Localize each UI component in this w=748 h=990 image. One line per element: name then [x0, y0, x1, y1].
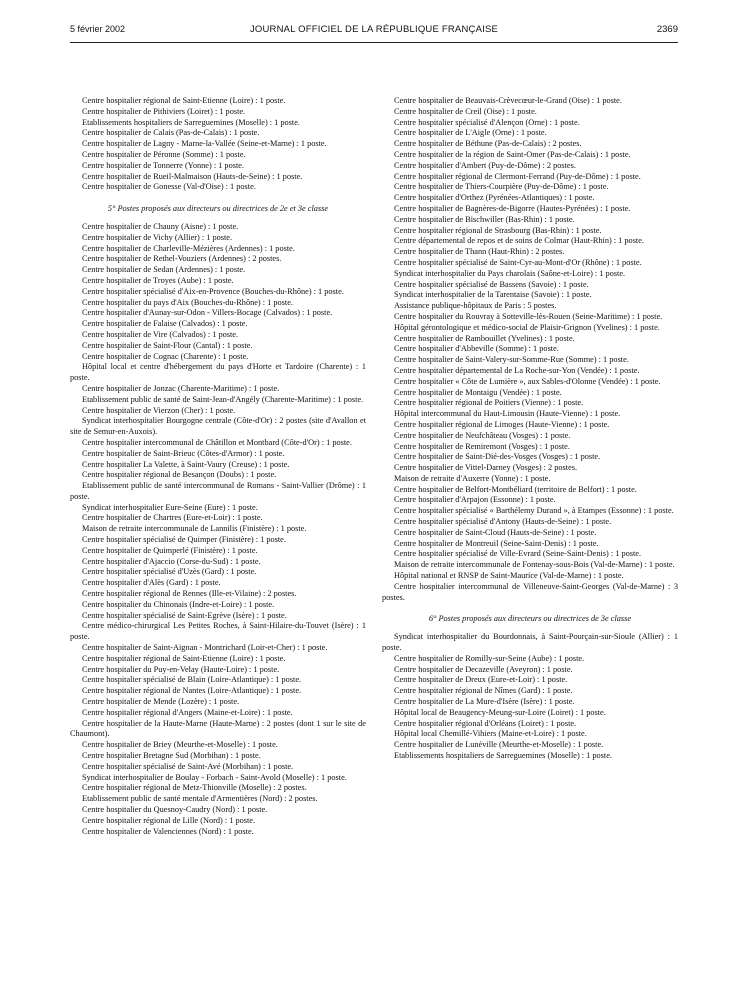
- list-item: Syndicat interhospitalier de la Tarentaise (Savoie) : 1 poste.: [394, 290, 592, 300]
- list-item: Centre hospitalier intercommunal de Villeneuve-Saint-Georges (Val-de-Marne) : 3 postes.: [382, 581, 678, 602]
- list-item: Centre hospitalier de Pithiviers (Loiret) : 1 poste.: [82, 106, 246, 116]
- list-item: Centre hospitalier de Vire (Calvados) : 1 poste.: [82, 329, 239, 339]
- list-item: Etablissement public de santé de Saint-Jean-d'Angély (Charente-Maritime) : 1 poste.: [82, 394, 364, 404]
- list-item: Centre hospitalier de la région de Saint-Omer (Pas-de-Calais) : 1 poste.: [394, 149, 631, 159]
- list-item: Centre hospitalier de Rambouillet (Yvelines) : 1 poste.: [394, 333, 575, 343]
- list-item: Centre hospitalier de Bagnères-de-Bigorre (Hautes-Pyrénées) : 1 poste.: [394, 203, 631, 213]
- list-item: Centre hospitalier spécialisé d'Alençon (Orne) : 1 poste.: [394, 117, 580, 127]
- list-item: Syndicat interhospitalier Bourgogne centrale (Côte-d'Or) : 2 postes (site d'Avallon et site de Semur-en-Auxois).: [70, 416, 366, 437]
- list-item: Centre hospitalier de Vittel-Darney (Vosges) : 2 postes.: [394, 463, 578, 473]
- list-item: Centre hospitalier de Vierzon (Cher) : 1 poste.: [82, 405, 236, 415]
- list-item: Centre médico-chirurgical Les Petites Roches, à Saint-Hilaire-du-Touvet (Isère) : 1 poste.: [70, 621, 366, 642]
- list-item: Centre hospitalier de Charleville-Mézières (Ardennes) : 1 poste.: [82, 243, 295, 253]
- list-item: Etablissements hospitaliers de Sarreguemines (Moselle) : 1 poste.: [82, 117, 300, 127]
- list-item: Centre hospitalier spécialisé d'Antony (Hauts-de-Seine) : 1 poste.: [394, 517, 612, 527]
- list-item: Centre hospitalier régional de Nantes (Loire-Atlantique) : 1 poste.: [82, 686, 302, 696]
- list-item: Syndicat interhospitalier du Bourdonnais, à Saint-Pourçain-sur-Sioule (Allier) : 1 poste.: [382, 632, 678, 653]
- list-item: Hôpital national et RNSP de Saint-Maurice (Val-de-Marne) : 1 poste.: [394, 571, 624, 581]
- list-item: Centre hospitalier de Remiremont (Vosges) : 1 poste.: [394, 441, 570, 451]
- list-item: Centre hospitalier de la Haute-Marne (Haute-Marne) : 2 postes (dont 1 sur le site de Chaumont).: [70, 718, 366, 739]
- list-item: Centre hospitalier régional de Besançon (Doubs) : 1 poste.: [82, 470, 277, 480]
- list-item: Centre hospitalier de Mende (Lozère) : 1 poste.: [82, 697, 240, 707]
- list-item: Centre hospitalier de Péronne (Somme) : 1 poste.: [82, 149, 246, 159]
- list-item: Centre hospitalier du Rouvray à Sotteville-lès-Rouen (Seine-Maritime) : 1 poste.: [394, 311, 663, 321]
- list-item: Centre départemental de repos et de soins de Colmar (Haut-Rhin) : 1 poste.: [394, 236, 644, 246]
- list-item: Centre hospitalier d'Ajaccio (Corse-du-Sud) : 1 poste.: [82, 556, 261, 566]
- list-item: Centre hospitalier spécialisé de Saint-Cyr-au-Mont-d'Or (Rhône) : 1 poste.: [394, 257, 642, 267]
- list-item: Centre hospitalier régional de Saint-Etienne (Loire) : 1 poste.: [82, 96, 286, 105]
- list-item: Centre hospitalier spécialisé de Ville-Evrard (Seine-Saint-Denis) : 1 poste.: [394, 549, 642, 559]
- list-item: Centre hospitalier de Creil (Oise) : 1 poste.: [394, 106, 537, 116]
- list-item: Centre hospitalier du Puy-en-Velay (Haute-Loire) : 1 poste.: [82, 664, 280, 674]
- header-rule: [70, 42, 678, 43]
- list-item: Centre hospitalier régional de Metz-Thionville (Moselle) : 2 postes.: [82, 783, 307, 793]
- list-item: Maison de retraite intercommunale de Fontenay-sous-Bois (Val-de-Marne) : 1 poste.: [394, 560, 675, 570]
- list-item: Centre hospitalier régional de Lille (Nord) : 1 poste.: [82, 815, 256, 825]
- list-item: Centre hospitalier régional de Strasbourg (Bas-Rhin) : 1 poste.: [394, 225, 602, 235]
- header-page-number: 2369: [656, 24, 678, 35]
- list-item: Centre hospitalier spécialisé de Bassens (Savoie) : 1 poste.: [394, 279, 589, 289]
- left-column: [70, 96, 366, 837]
- list-item: Centre hospitalier régional de Rennes (Ille-et-Vilaine) : 2 postes.: [82, 589, 297, 599]
- list-item: Centre hospitalier de Calais (Pas-de-Calais) : 1 poste.: [82, 128, 260, 138]
- list-item: Centre hospitalier de Rueil-Malmaison (Hauts-de-Seine) : 1 poste.: [82, 171, 303, 181]
- list-item: Centre hospitalier de Chartres (Eure-et-Loir) : 1 poste.: [82, 513, 263, 523]
- list-item: Centre hospitalier de Neufchâteau (Vosges) : 1 poste.: [394, 430, 571, 440]
- list-item: Centre hospitalier d'Abbeville (Somme) : 1 poste.: [394, 344, 559, 354]
- list-item: Maison de retraite intercommunale de Lannilis (Finistère) : 1 poste.: [82, 524, 307, 534]
- list-item: Hôpital local et centre d'hébergement du pays d'Horte et Tardoire (Charente) : 1 poste.: [70, 362, 366, 383]
- list-item: Centre hospitalier de Vichy (Allier) : 1 poste.: [82, 232, 233, 242]
- list-item: Centre hospitalier intercommunal de Châtillon et Montbard (Côte-d'Or) : 1 poste.: [82, 437, 352, 447]
- list-item: Centre hospitalier d'Alès (Gard) : 1 poste.: [82, 578, 221, 588]
- list-item: Centre hospitalier régional de Saint-Etienne (Loire) : 1 poste.: [82, 653, 286, 663]
- list-item: Etablissement public de santé mentale d'Armentières (Nord) : 2 postes.: [82, 794, 318, 804]
- list-item: Centre hospitalier de La Mure-d'Isère (Isère) : 1 poste.: [394, 697, 575, 707]
- list-item: Centre hospitalier départemental de La Roche-sur-Yon (Vendée) : 1 poste.: [394, 365, 640, 375]
- list-item: Centre hospitalier de Saint-Brieuc (Côtes-d'Armor) : 1 poste.: [82, 448, 285, 458]
- list-item: Hôpital local de Beaugency-Meung-sur-Loire (Loiret) : 1 poste.: [394, 707, 606, 717]
- right-column: [382, 96, 678, 762]
- list-item: Centre hospitalier de Belfort-Montbéliard (territoire de Belfort) : 1 poste.: [394, 484, 637, 494]
- list-item: Etablissement public de santé intercommunal de Romans - Saint-Vallier (Drôme) : 1 poste.: [70, 481, 366, 501]
- list-item: Centre hospitalier de Falaise (Calvados) : 1 poste.: [82, 319, 248, 329]
- list-item: Centre hospitalier de Tonnerre (Yonne) : 1 poste.: [82, 160, 245, 170]
- list-item: Centre hospitalier de Saint-Dié-des-Vosges (Vosges) : 1 poste.: [394, 452, 601, 462]
- list-item: Centre hospitalier de Saint-Aignan - Montrichard (Loir-et-Cher) : 1 poste.: [82, 643, 328, 653]
- list-item: Centre hospitalier de Bischwiller (Bas-Rhin) : 1 poste.: [394, 214, 575, 224]
- list-item: Centre hospitalier de Romilly-sur-Seine (Aube) : 1 poste.: [394, 653, 585, 663]
- list-item: Centre hospitalier de Sedan (Ardennes) : 1 poste.: [82, 265, 246, 275]
- list-item: Centre hospitalier de Thiers-Courpière (Puy-de-Dôme) : 1 poste.: [394, 182, 609, 192]
- list-item: Centre hospitalier de Dreux (Eure-et-Loir) : 1 poste.: [394, 675, 568, 685]
- list-item: Centre hospitalier de Lagny - Marne-la-Vallée (Seine-et-Marne) : 1 poste.: [82, 139, 327, 149]
- section-heading: 5° Postes proposés aux directeurs ou directrices de 2e et 3e classe: [107, 204, 329, 214]
- list-item: Assistance publique-hôpitaux de Paris : 5 postes.: [394, 301, 557, 311]
- list-item: Syndicat interhospitalier de Boulay - Forbach - Saint-Avold (Moselle) : 1 poste.: [82, 772, 347, 782]
- section-heading: 6° Postes proposés aux directeurs ou directrices de 3e classe: [428, 614, 632, 624]
- list-item: Centre hospitalier de Saint-Cloud (Hauts-de-Seine) : 1 poste.: [394, 527, 597, 537]
- list-item: Centre hospitalier de Rethel-Vouziers (Ardennes) : 2 postes.: [82, 254, 282, 264]
- list-item: Centre hospitalier du Chinonais (Indre-et-Loire) : 1 poste.: [82, 599, 275, 609]
- list-item: Centre hospitalier spécialisé « Barthélemy Durand », à Etampes (Essonne) : 1 poste.: [394, 506, 674, 516]
- list-item: Centre hospitalier spécialisé de Saint-Avé (Morbihan) : 1 poste.: [82, 761, 294, 771]
- list-item: Centre hospitalier de Valenciennes (Nord) : 1 poste.: [82, 826, 254, 836]
- list-item: Centre hospitalier de Montaigu (Vendée) : 1 poste.: [394, 387, 562, 397]
- list-item: Centre hospitalier spécialisé d'Uzès (Gard) : 1 poste.: [82, 567, 257, 577]
- list-item: Centre hospitalier de Béthune (Pas-de-Calais) : 2 postes.: [394, 139, 582, 149]
- list-item: Centre hospitalier « Côte de Lumière », aux Sables-d'Olonne (Vendée) : 1 poste.: [394, 376, 661, 386]
- list-item: Centre hospitalier de Thann (Haut-Rhin) : 2 postes.: [394, 247, 565, 257]
- list-item: Centre hospitalier régional de Nîmes (Gard) : 1 poste.: [394, 686, 573, 696]
- list-item: Centre hospitalier de Lunéville (Meurthe-et-Moselle) : 1 poste.: [394, 740, 604, 750]
- list-item: Centre hospitalier du Quesnoy-Caudry (Nord) : 1 poste.: [82, 805, 268, 814]
- list-item: Centre hospitalier de Saint-Valery-sur-Somme-Rue (Somme) : 1 poste.: [394, 355, 629, 365]
- list-item: Centre hospitalier régional d'Angers (Maine-et-Loire) : 1 poste.: [82, 707, 293, 717]
- list-item: Centre hospitalier spécialisé d'Aix-en-Provence (Bouches-du-Rhône) : 1 poste.: [82, 286, 344, 296]
- list-item: Hôpital local Chemillé-Vihiers (Maine-et-Loire) : 1 poste.: [394, 729, 587, 739]
- list-item: Centre hospitalier d'Orthez (Pyrénées-Atlantiques) : 1 poste.: [394, 193, 595, 203]
- list-item: Maison de retraite d'Auxerre (Yonne) : 1 poste.: [394, 473, 551, 483]
- list-item: Centre hospitalier de Quimperlé (Finistère) : 1 poste.: [82, 545, 258, 555]
- list-item: Syndicat interhospitalier du Pays charolais (Saône-et-Loire) : 1 poste.: [394, 268, 626, 278]
- list-item: Centre hospitalier de Briey (Meurthe-et-Moselle) : 1 poste.: [82, 740, 278, 750]
- list-item: Hôpital gérontologique et médico-social de Plaisir-Grignon (Yvelines) : 1 poste.: [394, 322, 660, 332]
- list-item: Centre hospitalier du pays d'Aix (Bouches-du-Rhône) : 1 poste.: [82, 297, 293, 307]
- list-item: Etablissements hospitaliers de Sarreguemines (Moselle) : 1 poste.: [394, 751, 612, 761]
- list-item: Centre hospitalier de Beauvais-Crèvecœur-le-Grand (Oise) : 1 poste.: [394, 96, 622, 105]
- list-item: Centre hospitalier régional de Clermont-Ferrand (Puy-de-Dôme) : 1 poste.: [394, 171, 641, 181]
- list-item: Centre hospitalier La Valette, à Saint-Vaury (Creuse) : 1 poste.: [82, 459, 290, 469]
- list-item: Centre hospitalier de Gonesse (Val-d'Oise) : 1 poste.: [82, 182, 256, 192]
- list-item: Centre hospitalier de Jonzac (Charente-Maritime) : 1 poste.: [82, 383, 280, 393]
- list-item: Centre hospitalier Bretagne Sud (Morbihan) : 1 poste.: [82, 751, 261, 761]
- header-title: JOURNAL OFFICIEL DE LA RÉPUBLIQUE FRANÇAISE: [249, 24, 499, 35]
- list-item: Centre hospitalier régional de Poitiers (Vienne) : 1 poste.: [394, 398, 584, 408]
- list-item: Centre hospitalier de Troyes (Aube) : 1 poste.: [82, 275, 234, 285]
- list-item: Centre hospitalier régional d'Orléans (Loiret) : 1 poste.: [394, 718, 577, 728]
- list-item: Centre hospitalier de Cognac (Charente) : 1 poste.: [82, 351, 249, 361]
- list-item: Centre hospitalier d'Aunay-sur-Odon - Villers-Bocage (Calvados) : 1 poste.: [82, 308, 333, 318]
- list-item: Centre hospitalier de Saint-Flour (Cantal) : 1 poste.: [82, 340, 253, 350]
- list-item: Centre hospitalier de L'Aigle (Orne) : 1 poste.: [394, 128, 547, 138]
- list-item: Centre hospitalier spécialisé de Saint-Egrève (Isère) : 1 poste.: [82, 610, 287, 620]
- list-item: Centre hospitalier de Montreuil (Seine-Saint-Denis) : 1 poste.: [394, 538, 599, 548]
- header-date: 5 février 2002: [70, 24, 126, 34]
- list-item: Centre hospitalier spécialisé de Blain (Loire-Atlantique) : 1 poste.: [82, 675, 302, 685]
- list-item: Centre hospitalier de Chauny (Aisne) : 1 poste.: [82, 221, 239, 231]
- list-item: Centre hospitalier spécialisé de Quimper (Finistère) : 1 poste.: [82, 535, 286, 545]
- list-item: Centre hospitalier régional de Limoges (Haute-Vienne) : 1 poste.: [394, 419, 610, 429]
- list-item: Centre hospitalier d'Ambert (Puy-de-Dôme) : 2 postes.: [394, 160, 576, 170]
- list-item: Syndicat interhospitalier Eure-Seine (Eure) : 1 poste.: [82, 502, 258, 512]
- list-item: Centre hospitalier de Decazeville (Aveyron) : 1 poste.: [394, 664, 573, 674]
- list-item: Hôpital intercommunal du Haut-Limousin (Haute-Vienne) : 1 poste.: [394, 409, 621, 419]
- list-item: Centre hospitalier d'Arpajon (Essonne) : 1 poste.: [394, 495, 556, 505]
